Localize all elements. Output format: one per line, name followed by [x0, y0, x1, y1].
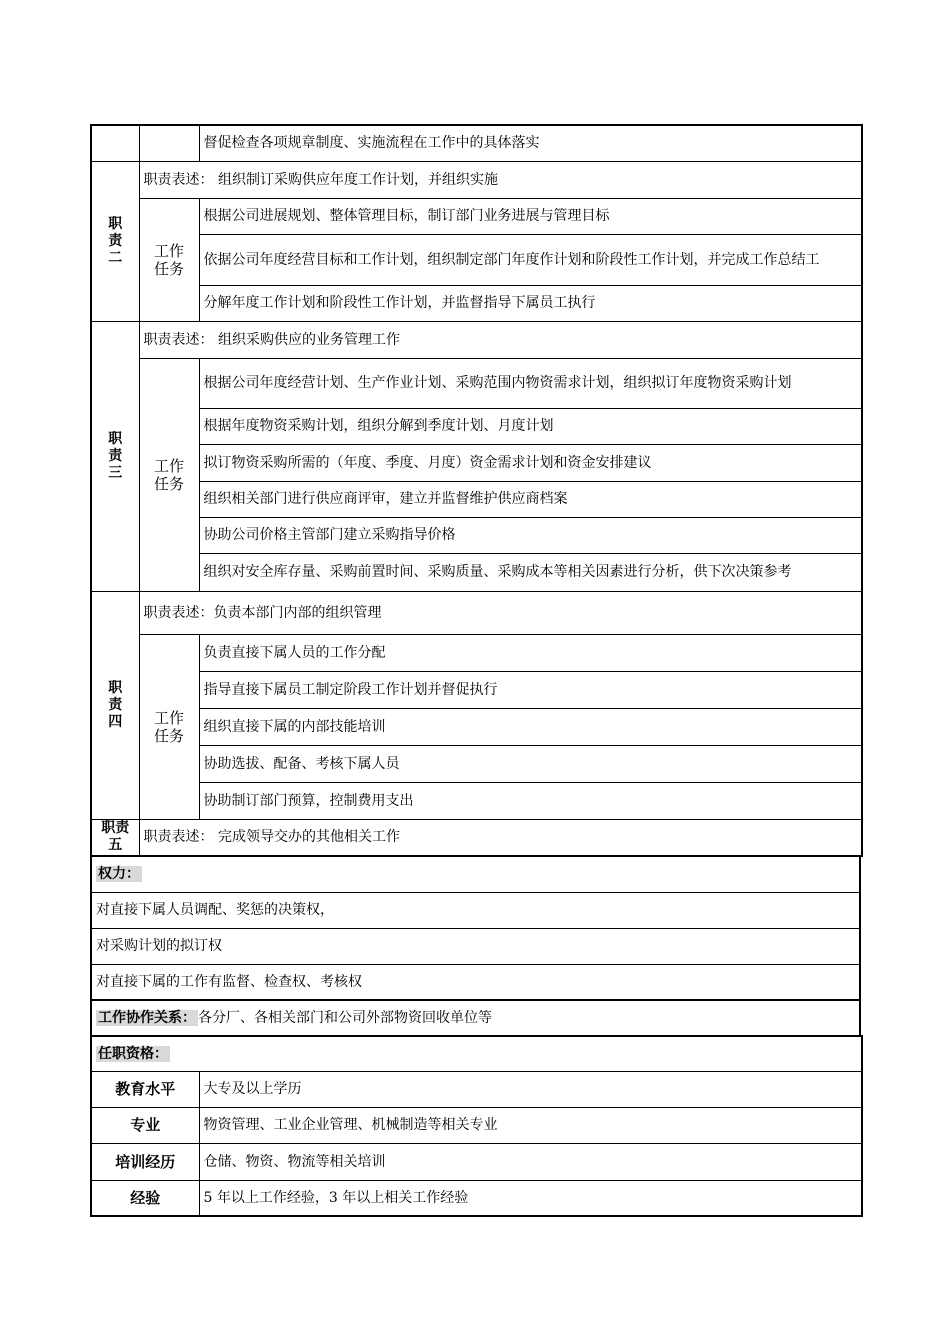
qualification-row — [91, 1180, 862, 1216]
power-title: 权力： — [98, 866, 140, 883]
duty1-task-label-cell — [139, 125, 199, 161]
collab-cell — [91, 1000, 860, 1036]
duty4-task-row — [91, 671, 862, 708]
duty4-statement: 职责表述：负责本部门内部的组织管理 — [139, 591, 862, 634]
duty2-task-3: 分解年度工作计划和阶段性工作计划，并监督指导下属员工执行 — [199, 285, 862, 321]
duty1-label-cell — [91, 125, 139, 161]
duty4-statement-row — [91, 591, 862, 634]
power-header-cell — [91, 856, 860, 892]
duty2-statement: 职责表述： 组织制订采购供应年度工作计划，并组织实施 — [139, 161, 862, 198]
duty2-label: 职责二 — [91, 161, 139, 321]
duty2-task-label: 工作任务 — [139, 198, 199, 321]
qualification-table — [90, 1035, 863, 1217]
duty3-statement: 职责表述： 组织采购供应的业务管理工作 — [139, 321, 862, 358]
duty4-task-5: 协助制订部门预算，控制费用支出 — [199, 782, 862, 819]
duty4-label: 职责四 — [91, 591, 139, 819]
qualification-label: 教育水平 — [91, 1071, 199, 1107]
duty1-task: 督促检查各项规章制度、实施流程在工作中的具体落实 — [199, 125, 862, 161]
duty5-row — [91, 819, 862, 856]
power-item-row — [91, 928, 860, 964]
qualification-title: 任职资格： — [98, 1045, 168, 1062]
duty4-task-1: 负责直接下属人员的工作分配 — [199, 634, 862, 671]
collab-table — [90, 999, 861, 1037]
qualification-label: 培训经历 — [91, 1143, 199, 1180]
duty5-label: 职责五 — [91, 819, 139, 856]
duty4-task-row — [91, 708, 862, 745]
power-item-1: 对直接下属人员调配、奖惩的决策权， — [91, 892, 860, 928]
collab-title: 工作协作关系： — [98, 1010, 196, 1026]
duty4-task-2: 指导直接下属员工制定阶段工作计划并督促执行 — [199, 671, 862, 708]
duty3-task-row — [91, 358, 862, 408]
collab-row — [91, 1000, 860, 1036]
duty4-task-row — [91, 782, 862, 819]
collab-text: 各分厂、各相关部门和公司外部物资回收单位等 — [198, 1010, 492, 1026]
qualification-header-cell — [91, 1036, 862, 1071]
duty3-task-row — [91, 408, 862, 444]
qualification-row — [91, 1107, 862, 1143]
duty3-task-row — [91, 481, 862, 517]
power-item-2: 对采购计划的拟订权 — [91, 928, 860, 964]
duty3-task-4: 组织相关部门进行供应商评审，建立并监督维护供应商档案 — [199, 481, 862, 517]
qualification-row — [91, 1071, 862, 1107]
duty2-task-row — [91, 285, 862, 321]
duty3-task-row — [91, 553, 862, 591]
duty5-statement: 职责表述： 完成领导交办的其他相关工作 — [139, 819, 862, 856]
duty4-task-row — [91, 634, 862, 671]
duty3-task-row — [91, 517, 862, 553]
qualification-value: 大专及以上学历 — [199, 1071, 862, 1107]
power-item-row — [91, 892, 860, 928]
duty3-task-3: 拟订物资采购所需的（年度、季度、月度）资金需求计划和资金安排建议 — [199, 444, 862, 481]
duty4-task-label: 工作任务 — [139, 634, 199, 819]
duty3-task-label: 工作任务 — [139, 358, 199, 591]
qualification-label: 专业 — [91, 1107, 199, 1143]
job-description-sheet — [90, 124, 861, 1217]
qualification-row — [91, 1143, 862, 1180]
qualification-label: 经验 — [91, 1180, 199, 1216]
duty2-statement-row — [91, 161, 862, 198]
duty4-task-row — [91, 745, 862, 782]
duty4-task-4: 协助选拔、配备、考核下属人员 — [199, 745, 862, 782]
power-table — [90, 855, 861, 1001]
duty4-task-3: 组织直接下属的内部技能培训 — [199, 708, 862, 745]
duty2-task-1: 根据公司进展规划、整体管理目标，制订部门业务进展与管理目标 — [199, 198, 862, 234]
duty1-cont-row — [91, 125, 862, 161]
duty3-statement-row — [91, 321, 862, 358]
duty3-task-5: 协助公司价格主管部门建立采购指导价格 — [199, 517, 862, 553]
qualification-value: 物资管理、工业企业管理、机械制造等相关专业 — [199, 1107, 862, 1143]
power-item-row — [91, 964, 860, 1000]
qualification-value: 仓储、物资、物流等相关培训 — [199, 1143, 862, 1180]
duty2-task-row — [91, 198, 862, 234]
duties-table — [90, 124, 863, 857]
duty2-task-2: 依据公司年度经营目标和工作计划，组织制定部门年度作计划和阶段性工作计划，并完成工作总结工 — [199, 234, 862, 285]
duty3-task-1: 根据公司年度经营计划、生产作业计划、采购范围内物资需求计划，组织拟订年度物资采购计划 — [199, 358, 862, 408]
qualification-value: 5 年以上工作经验，3 年以上相关工作经验 — [199, 1180, 862, 1216]
duty3-task-row — [91, 444, 862, 481]
power-item-3: 对直接下属的工作有监督、检查权、考核权 — [91, 964, 860, 1000]
qualification-header-row — [91, 1036, 862, 1071]
duty2-task-row — [91, 234, 862, 285]
power-header-row — [91, 856, 860, 892]
duty3-task-2: 根据年度物资采购计划，组织分解到季度计划、月度计划 — [199, 408, 862, 444]
duty3-label: 职责三 — [91, 321, 139, 591]
duty3-task-6: 组织对安全库存量、采购前置时间、采购质量、采购成本等相关因素进行分析，供下次决策参考 — [199, 553, 862, 591]
